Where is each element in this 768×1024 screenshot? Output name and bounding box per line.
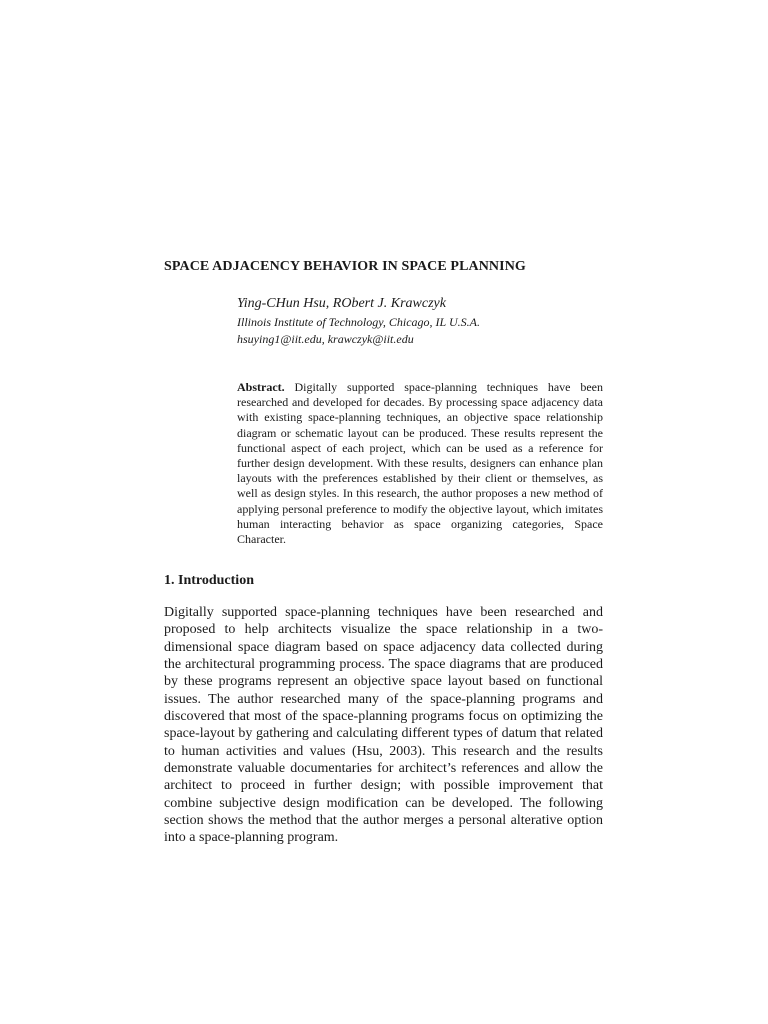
section-heading-introduction: 1. Introduction <box>164 573 254 588</box>
author-emails: hsuying1@iit.edu, krawczyk@iit.edu <box>237 332 414 346</box>
author-block <box>237 295 657 348</box>
abstract-text: Digitally supported space-planning techniques have been researched and developed for decades. By processing space adjacency data with existing space-planning techniques, an objective space relationship diagram or schematic layout can be produced. These results represent the functional aspect of each project, which can be used as a reference for further design development. With these results, designers can enhance plan layouts with the preferences established by their client or themselves, as well as design styles. In this research, the author proposes a new method of applying personal preference to modify the objective layout, which imitates human interacting behavior as space organizing categories, Space Character. <box>237 380 604 547</box>
introduction-paragraph: Digitally supported space-planning techniques have been researched and proposed to help architects visualize the space relationship in a two-dimensional space diagram based on space adjacency data collected during the architectural programming process. The space diagrams that are produced by these programs represent an objective space layout based on functional issues. The author researched many of the space-planning programs and discovered that most of the space-planning programs focus on optimizing the space-layout by gathering and calculating different types of datum that related to human activities and values (Hsu, 2003). This research and the results demonstrate valuable documentaries for architect’s references and allow the architect to proceed in further design; with possible improvement that combine subjective design modification can be developed. The following section shows the method that the author merges a personal alterative option into a space-planning program. <box>164 605 603 846</box>
paper-title: SPACE ADJACENCY BEHAVIOR IN SPACE PLANNING <box>164 259 526 274</box>
abstract-label: Abstract. <box>237 380 285 394</box>
author-affiliation: Illinois Institute of Technology, Chicago, IL U.S.A. <box>237 315 480 329</box>
author-names: Ying-CHun Hsu, RObert J. Krawczyk <box>237 296 446 311</box>
abstract-paragraph <box>237 380 603 547</box>
